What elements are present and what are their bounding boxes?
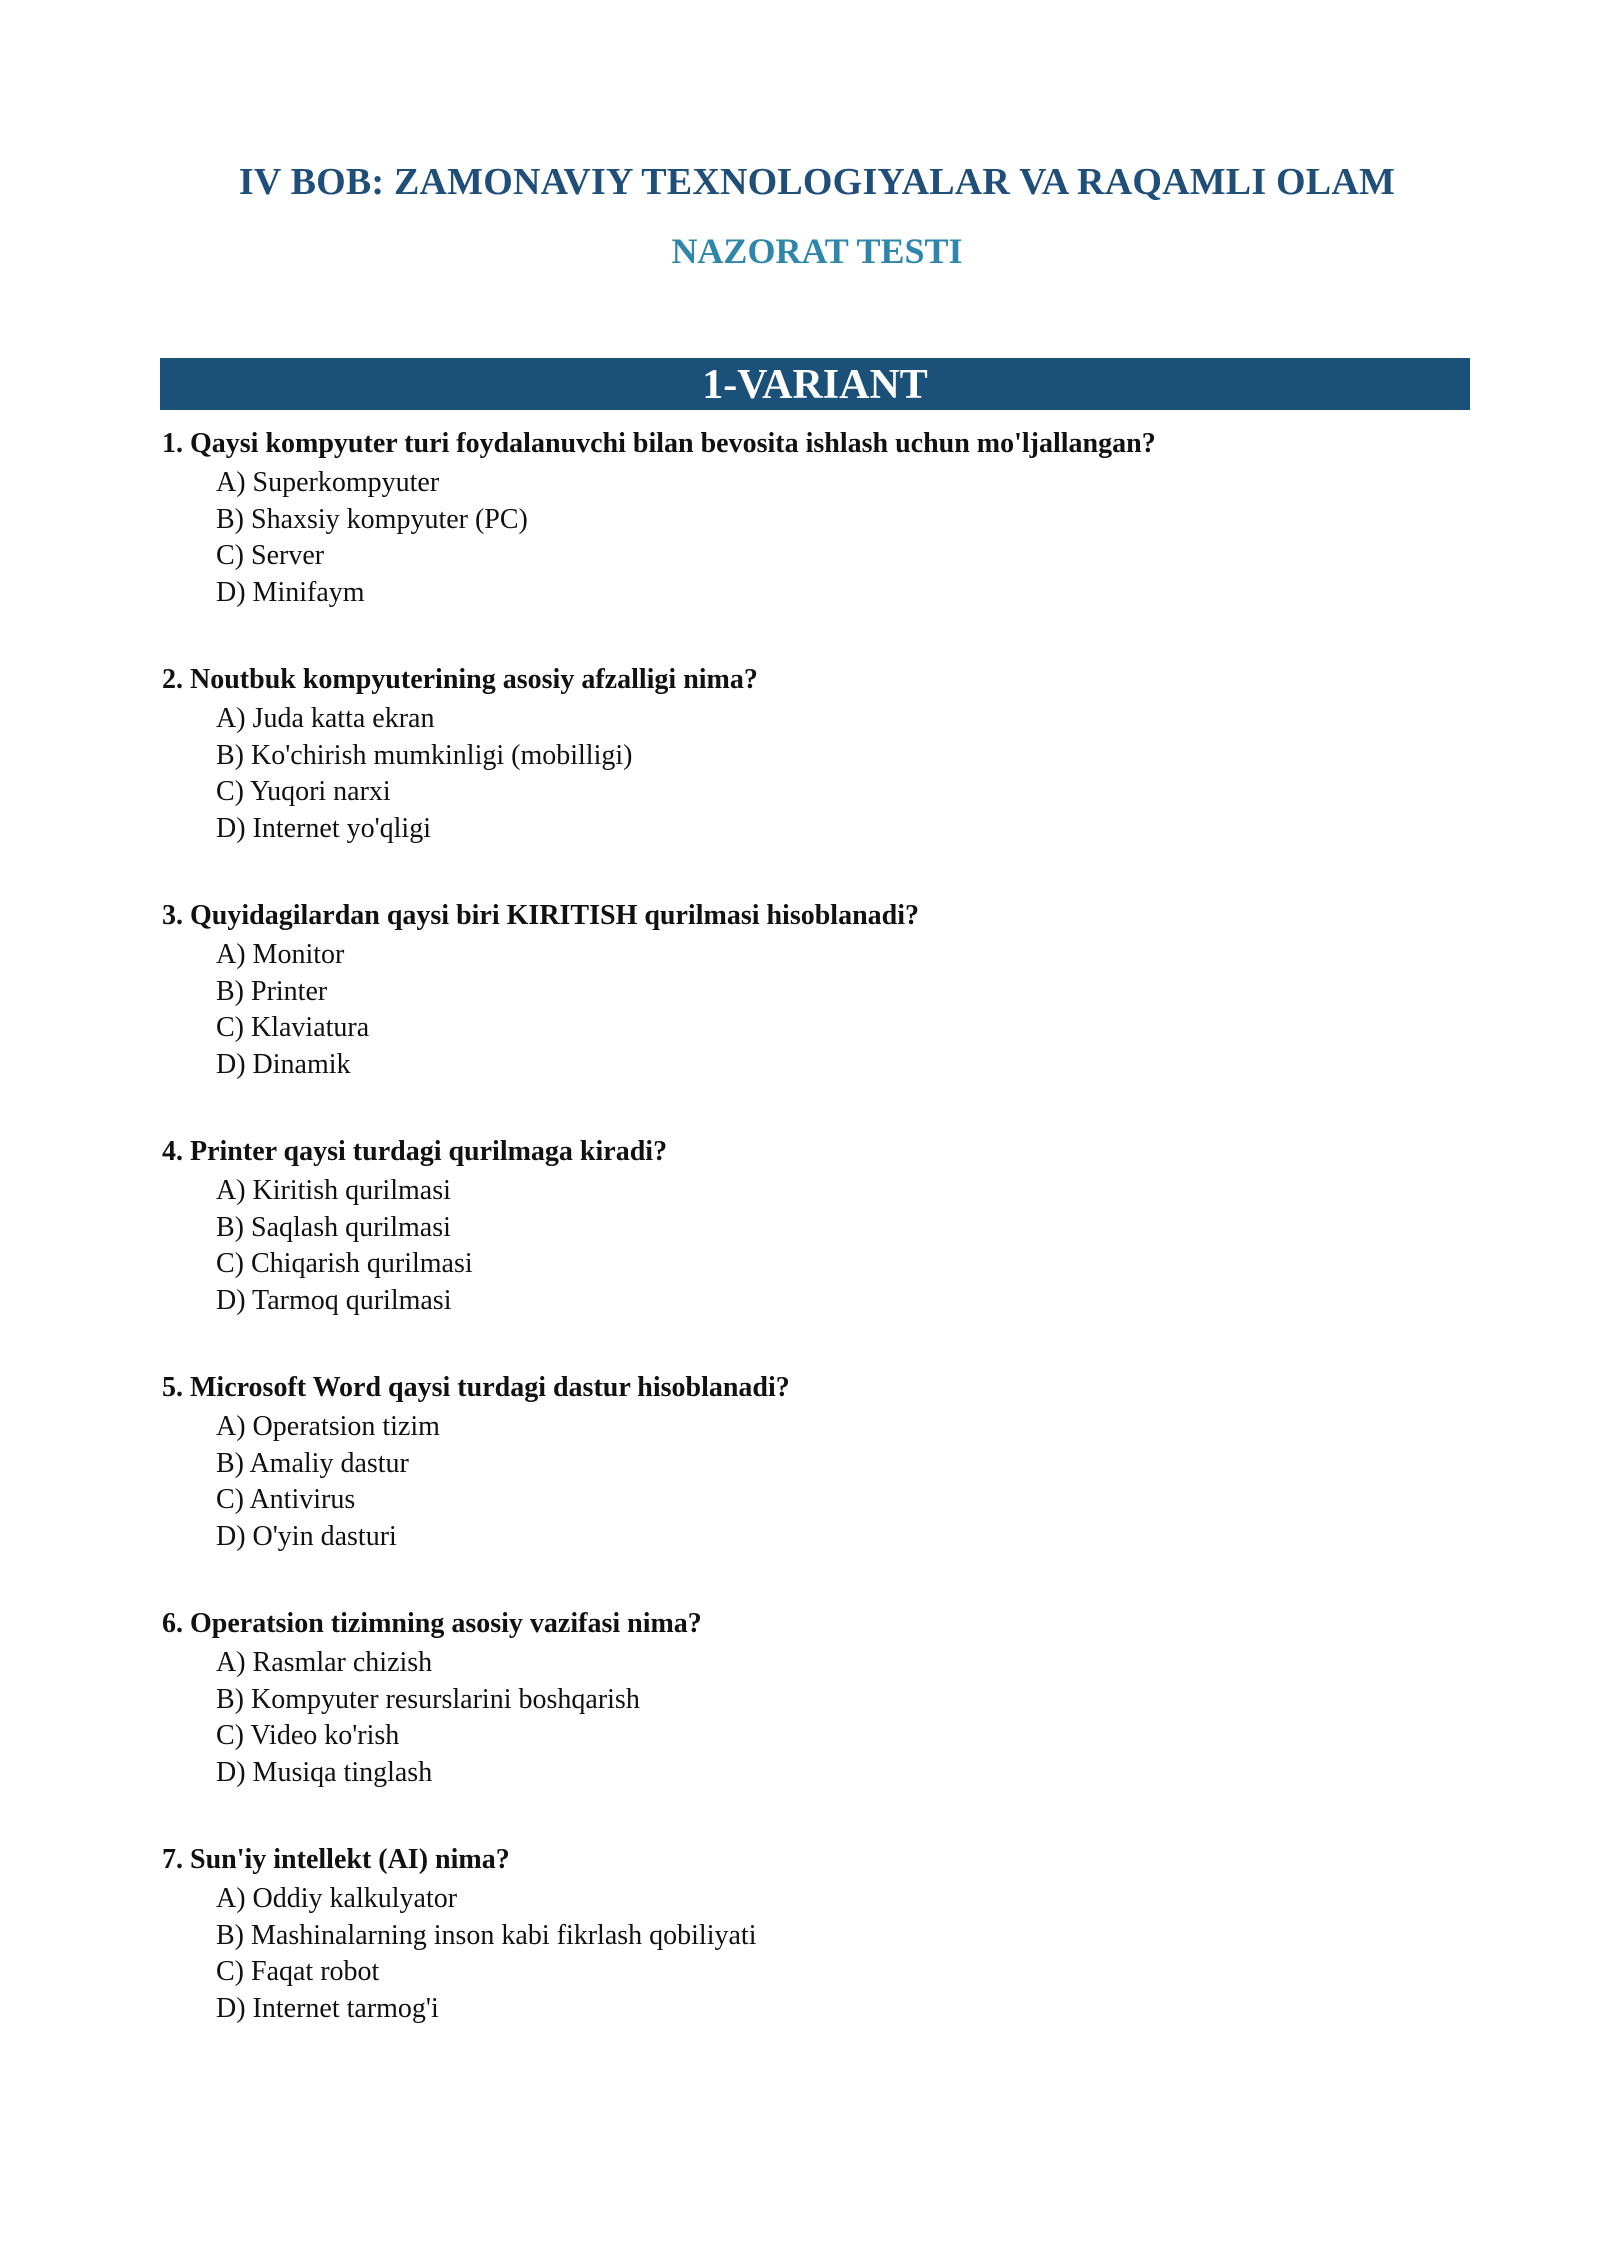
question-5 [162, 1369, 1462, 1555]
option-a: A) Oddiy kalkulyator [216, 1883, 458, 1914]
option-list [162, 1409, 1462, 1555]
question-2 [162, 661, 1462, 847]
option-c: C) Yuqori narxi [216, 776, 391, 807]
variant-banner: 1-VARIANT [160, 358, 1470, 410]
question-text: 4. Printer qaysi turdagi qurilmaga kiradi? [162, 1136, 668, 1167]
option-b: B) Ko'chirish mumkinligi (mobilligi) [216, 739, 633, 771]
option-list [162, 1881, 1462, 2027]
question-6 [162, 1605, 1462, 1791]
option-c: C) Klaviatura [216, 1012, 370, 1043]
option-list [162, 701, 1462, 847]
option-a: A) Superkompyuter [216, 467, 440, 498]
question-text: 6. Operatsion tizimning asosiy vazifasi nima? [162, 1608, 702, 1639]
option-b: B) Mashinalarning inson kabi fikrlash qobiliyati [216, 1919, 757, 1951]
question-7 [162, 1841, 1462, 2027]
test-title: NAZORAT TESTI [671, 231, 963, 271]
option-list [162, 465, 1462, 611]
option-c: C) Faqat robot [216, 1956, 380, 1987]
option-d: D) Internet tarmog'i [216, 1992, 439, 2024]
question-text: 5. Microsoft Word qaysi turdagi dastur hisoblanadi? [162, 1372, 790, 1403]
option-b: B) Saqlash qurilmasi [216, 1211, 451, 1243]
option-list [162, 937, 1462, 1083]
chapter-title: IV BOB: ZAMONAVIY TEXNOLOGIYALAR VA RAQAMLI OLAM [238, 161, 1396, 203]
option-b: B) Printer [216, 975, 328, 1007]
option-c: C) Video ko'rish [216, 1720, 400, 1751]
question-1 [162, 425, 1462, 611]
question-text: 7. Sun'iy intellekt (AI) nima? [162, 1844, 510, 1875]
option-b: B) Shaxsiy kompyuter (PC) [216, 503, 528, 535]
option-d: D) O'yin dasturi [216, 1520, 397, 1552]
option-d: D) Tarmoq qurilmasi [216, 1284, 452, 1316]
option-d: D) Musiqa tinglash [216, 1756, 433, 1788]
option-d: D) Minifaym [216, 576, 365, 608]
option-b: B) Amaliy dastur [216, 1447, 409, 1479]
option-d: D) Internet yo'qligi [216, 812, 431, 844]
question-3 [162, 897, 1462, 1083]
option-a: A) Kiritish qurilmasi [216, 1175, 451, 1206]
option-c: C) Antivirus [216, 1484, 356, 1515]
option-list [162, 1173, 1462, 1319]
question-4 [162, 1133, 1462, 1319]
question-list [162, 425, 1462, 2077]
option-a: A) Rasmlar chizish [216, 1647, 433, 1678]
question-text: 3. Quyidagilardan qaysi biri KIRITISH qurilmasi hisoblanadi? [162, 900, 920, 931]
option-c: C) Server [216, 540, 325, 571]
option-a: A) Juda katta ekran [216, 703, 435, 734]
option-c: C) Chiqarish qurilmasi [216, 1248, 473, 1279]
option-b: B) Kompyuter resurslarini boshqarish [216, 1683, 640, 1715]
option-list [162, 1645, 1462, 1791]
question-text: 2. Noutbuk kompyuterining asosiy afzalligi nima? [162, 664, 758, 695]
option-a: A) Operatsion tizim [216, 1411, 440, 1442]
question-text: 1. Qaysi kompyuter turi foydalanuvchi bilan bevosita ishlash uchun mo'ljallangan? [162, 428, 1156, 459]
option-d: D) Dinamik [216, 1048, 351, 1080]
option-a: A) Monitor [216, 939, 345, 970]
